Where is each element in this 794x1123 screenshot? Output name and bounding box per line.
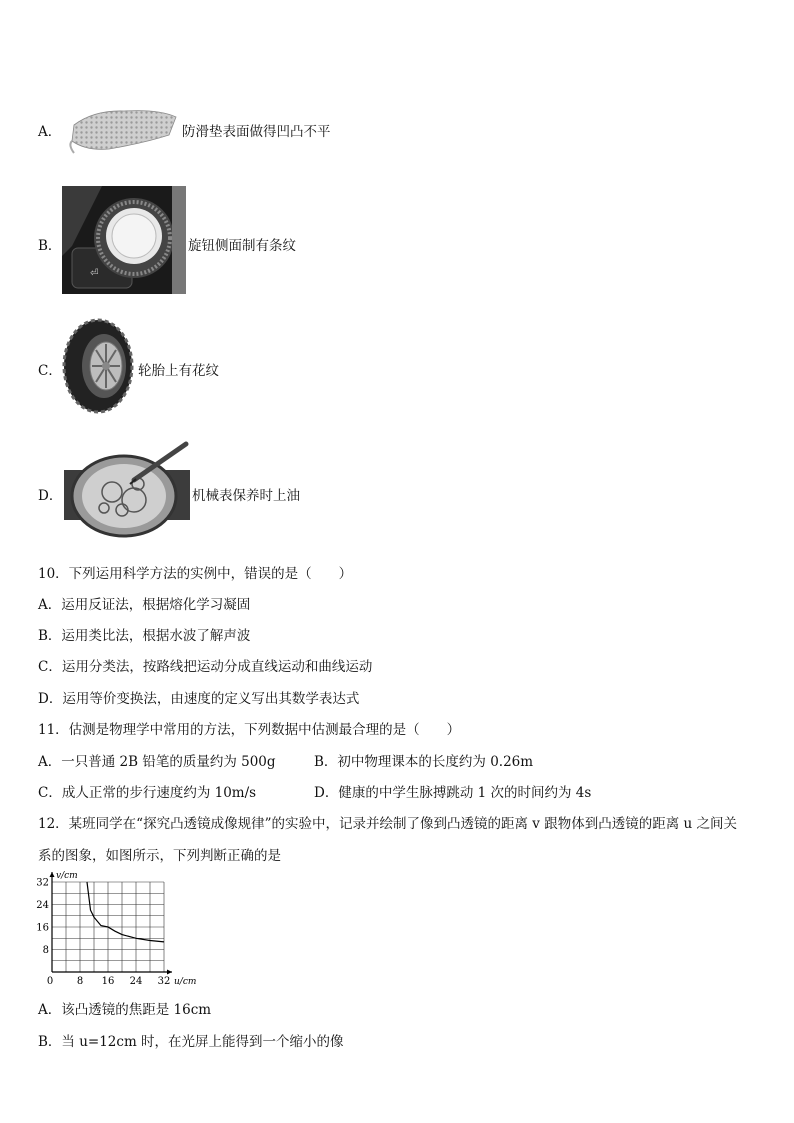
uv-chart <box>32 870 197 988</box>
knob-icon <box>62 186 186 294</box>
option-letter: D． <box>38 488 63 504</box>
x-axis-label: u/cm <box>174 977 197 987</box>
question-stem: 10．下列运用科学方法的实例中，错误的是（ ） <box>38 566 353 582</box>
anti-slip-mat-icon <box>64 105 180 155</box>
x-tick-label: 24 <box>129 976 143 987</box>
y-axis-arrow <box>50 872 55 877</box>
y-axis-label: v/cm <box>56 871 78 881</box>
option-b: B．当 u=12cm 时，在光屏上能得到一个缩小的像 <box>38 1034 344 1050</box>
option-text: 轮胎上有花纹 <box>138 363 219 379</box>
option-b: B．初中物理课本的长度约为 0.26m <box>314 754 534 770</box>
option-b: B．运用类比法，根据水波了解声波 <box>38 628 251 644</box>
series-curve <box>87 882 164 942</box>
question-stem-line1: 12．某班同学在“探究凸透镜成像规律”的实验中，记录并绘制了像到凸透镜的距离 v 跟物体到凸透镜的距离 u 之间关 <box>38 816 737 832</box>
y-tick-label: 32 <box>36 877 49 889</box>
option-letter: B． <box>38 238 62 254</box>
option-c: C．成人正常的步行速度约为 10m/s <box>38 785 257 801</box>
tire-icon <box>60 318 136 414</box>
option-letter: A． <box>38 124 62 140</box>
option-d: D．健康的中学生脉搏跳动 1 次的时间约为 4s <box>314 785 592 801</box>
option-d: D．运用等价变换法，由速度的定义写出其数学表达式 <box>38 691 360 707</box>
option-text: 机械表保养时上油 <box>192 488 300 504</box>
option-a: A．该凸透镜的焦距是 16cm <box>38 1002 212 1018</box>
option-text: 防滑垫表面做得凹凸不平 <box>182 124 331 140</box>
option-text: 旋钮侧面制有条纹 <box>188 238 296 254</box>
x-axis-arrow <box>167 970 172 975</box>
y-tick-label: 24 <box>36 900 49 911</box>
x-tick-label: 16 <box>101 976 115 987</box>
question-stem: 11．估测是物理学中常用的方法，下列数据中估测最合理的是（ ） <box>38 722 461 738</box>
x-tick-label: 0 <box>46 976 54 987</box>
option-letter: C． <box>38 363 62 379</box>
svg-text:⏎: ⏎ <box>90 268 99 279</box>
x-tick-label: 8 <box>76 976 84 987</box>
x-tick-label: 32 <box>157 976 171 987</box>
question-stem-line2: 系的图象，如图所示，下列判断正确的是 <box>38 848 281 864</box>
watch-oiling-icon <box>64 440 190 540</box>
y-tick-label: 16 <box>36 922 49 934</box>
option-a: A．运用反证法，根据熔化学习凝固 <box>38 597 251 613</box>
option-c: C．运用分类法，按路线把运动分成直线运动和曲线运动 <box>38 659 373 675</box>
chart-svg <box>32 870 197 988</box>
y-tick-label: 8 <box>42 945 49 956</box>
option-a: A．一只普通 2B 铅笔的质量约为 500g <box>38 754 276 770</box>
